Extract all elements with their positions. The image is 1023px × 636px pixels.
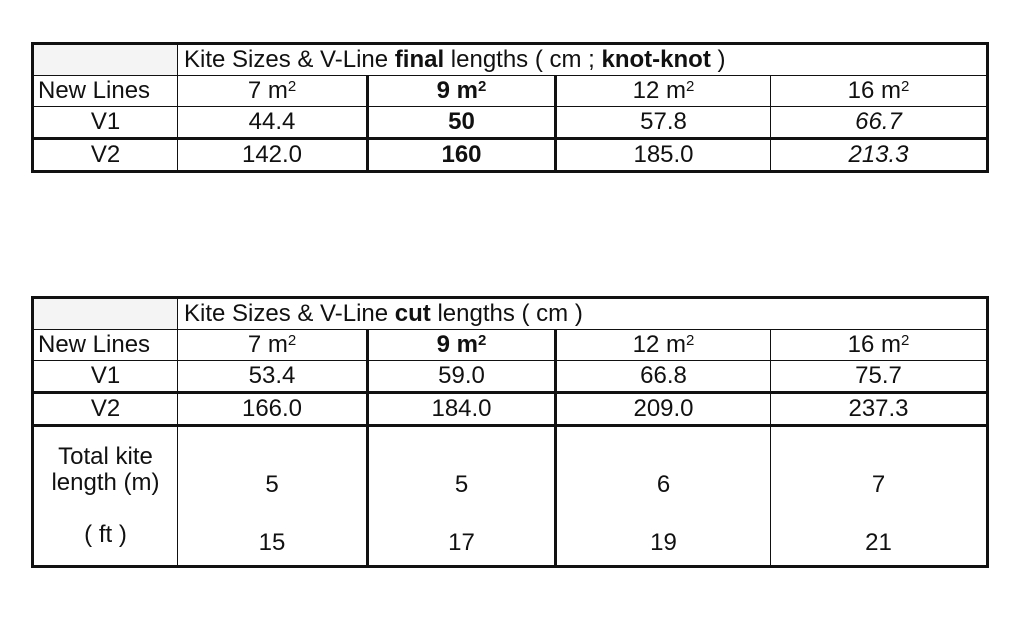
size-12-header: 12 $m^2$ xyxy=(556,330,771,361)
size-9-header: 9 $m^2$ xyxy=(368,330,556,361)
final-lengths-table xyxy=(31,42,989,173)
row-header: New Lines xyxy=(33,76,178,107)
size-9-header: 9 $m^2$ xyxy=(368,76,556,107)
table-title xyxy=(178,298,988,330)
total-label-line: length (m) xyxy=(51,469,160,496)
row-label-v1: V1 xyxy=(33,107,178,139)
title-text: lengths ( cm ; xyxy=(444,46,602,73)
total-label-line: Total kite xyxy=(58,443,153,470)
total-feet: 21 xyxy=(865,529,892,556)
value-cell: 75.7 xyxy=(771,361,988,393)
size-7-header: 7 $m^2$ xyxy=(178,76,368,107)
total-meters: 7 xyxy=(871,471,886,498)
row-header: New Lines xyxy=(33,330,178,361)
total-feet: 17 xyxy=(448,529,475,556)
total-length-label xyxy=(33,426,178,567)
total-meters: 5 xyxy=(454,471,469,498)
value-cell: 209.0 xyxy=(556,393,771,426)
total-feet: 15 xyxy=(258,529,286,556)
table-row xyxy=(33,107,988,139)
total-length-row xyxy=(33,426,988,567)
size-16-header: 16 $m^2$ xyxy=(771,330,988,361)
value-cell: 57.8 xyxy=(556,107,771,139)
title-bold-text: final xyxy=(394,46,445,73)
title-text: ) xyxy=(710,46,726,73)
value-cell: 53.4 xyxy=(178,361,368,393)
total-cell xyxy=(556,426,771,567)
row-label-v2: V2 xyxy=(33,139,178,172)
feet-unit-label: ( ft ) xyxy=(84,521,127,548)
table-title-row xyxy=(33,298,988,330)
size-header-row xyxy=(33,76,988,107)
value-cell: 184.0 xyxy=(368,393,556,426)
value-cell: 142.0 xyxy=(178,139,368,172)
total-cell xyxy=(771,426,988,567)
table-row xyxy=(33,393,988,426)
value-cell: 66.7 xyxy=(771,107,988,139)
value-cell: 166.0 xyxy=(178,393,368,426)
table-row xyxy=(33,139,988,172)
value-cell: 50 xyxy=(368,107,556,139)
title-text: lengths ( cm ) xyxy=(430,300,583,327)
table-row xyxy=(33,361,988,393)
row-label-v2: V2 xyxy=(33,393,178,426)
total-cell xyxy=(178,426,368,567)
value-cell: 160 xyxy=(368,139,556,172)
title-bold-text: cut xyxy=(394,300,431,327)
value-cell: 237.3 xyxy=(771,393,988,426)
title-text: Kite Sizes & V-Line xyxy=(184,46,395,73)
total-feet: 19 xyxy=(650,529,677,556)
cut-lengths-table xyxy=(31,296,989,568)
title-bold-text: knot-knot xyxy=(601,46,711,73)
value-cell: 185.0 xyxy=(556,139,771,172)
table-title xyxy=(178,44,988,76)
size-7-header: 7 $m^2$ xyxy=(178,330,368,361)
total-meters: 6 xyxy=(656,471,671,498)
value-cell: 44.4 xyxy=(178,107,368,139)
row-label-v1: V1 xyxy=(33,361,178,393)
size-header-row xyxy=(33,330,988,361)
value-cell: 66.8 xyxy=(556,361,771,393)
size-16-header: 16 $m^2$ xyxy=(771,76,988,107)
title-text: Kite Sizes & V-Line xyxy=(184,300,395,327)
value-cell: 213.3 xyxy=(771,139,988,172)
total-cell xyxy=(368,426,556,567)
value-cell: 59.0 xyxy=(368,361,556,393)
table-title-row xyxy=(33,44,988,76)
size-12-header: 12 $m^2$ xyxy=(556,76,771,107)
corner-cell xyxy=(33,298,178,330)
total-meters: 5 xyxy=(265,471,279,498)
corner-cell xyxy=(33,44,178,76)
